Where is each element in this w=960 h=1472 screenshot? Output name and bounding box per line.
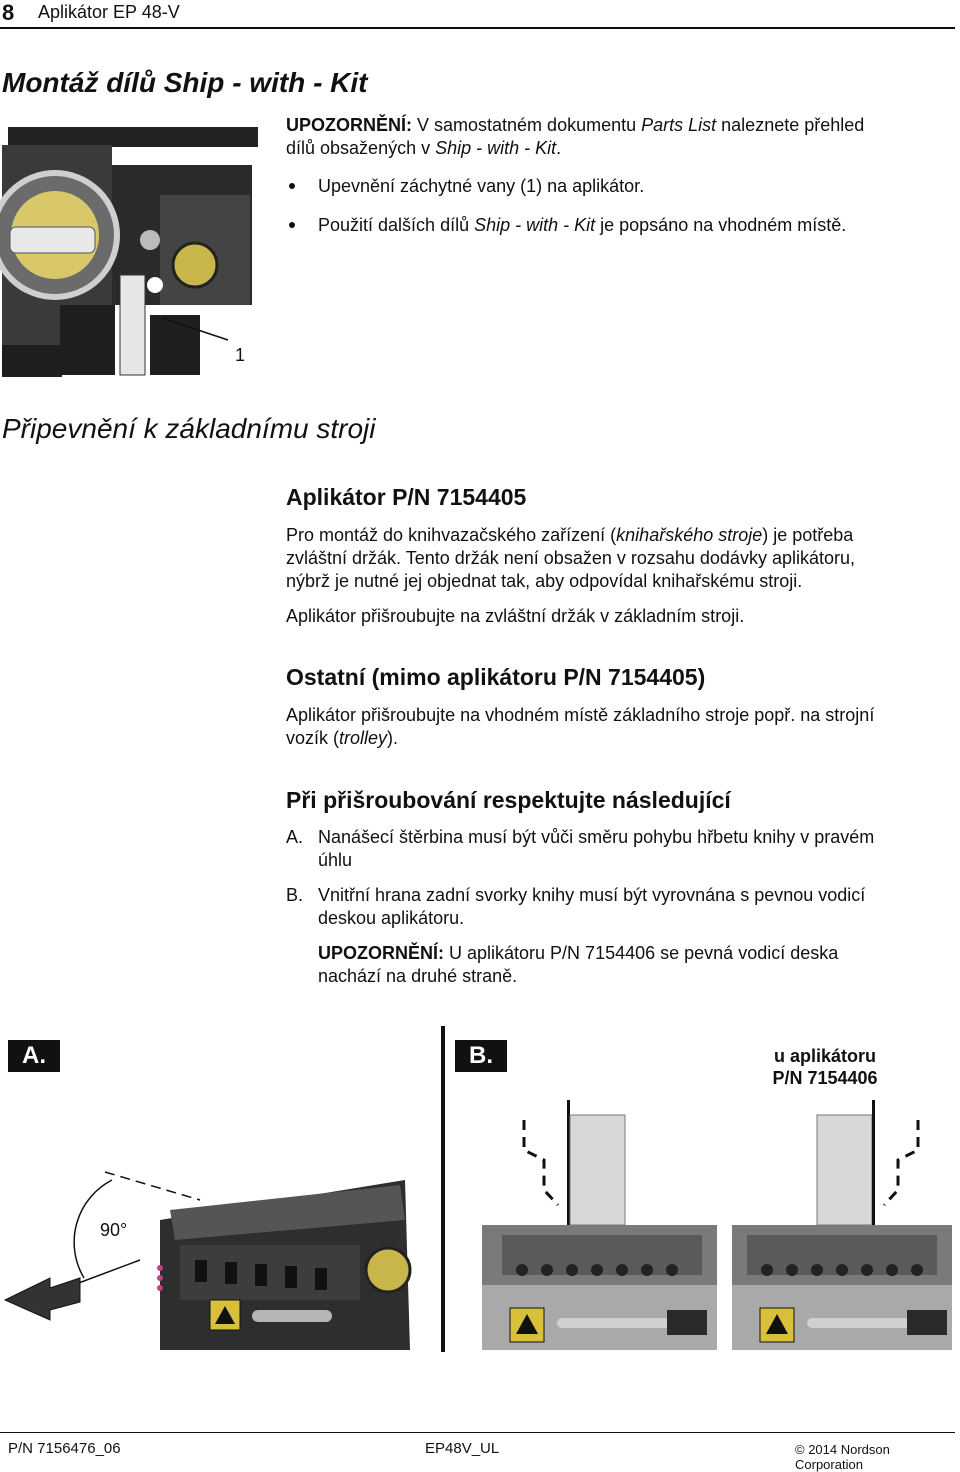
bullet-dot (289, 222, 295, 228)
list-item-b (318, 884, 948, 930)
list-text: deskou aplikátoru. (318, 908, 465, 928)
header-rule (0, 27, 955, 29)
section-title-mounting: Připevnění k základnímu stroji (2, 413, 376, 444)
page-number: 8 (2, 0, 15, 25)
running-title: Aplikátor EP 48-V (38, 2, 180, 22)
bullet-text: je popsáno na vhodném místě. (595, 215, 847, 235)
section-title-ship-kit: Montáž dílů Ship - with - Kit (2, 67, 368, 98)
paragraph-text: zvláštní držák. Tento držák není obsažen v rozsahu dodávky aplikátoru, (286, 548, 855, 568)
paragraph-text: nýbrž je nutné jej objednat tak, aby odpovídal knihařskému stroji. (286, 571, 803, 591)
figure-tag-a: A. (8, 1040, 60, 1072)
note-kit-name: Ship - with - Kit (435, 138, 557, 158)
list-text: úhlu (318, 850, 353, 870)
note-text: U aplikátoru P/N 7154406 se pevná vodicí deska (444, 943, 839, 963)
paragraph-text: Aplikátor přišroubujte na vhodném místě základního stroje popř. na strojní (286, 705, 875, 725)
bullet-text: Použití dalších dílů (318, 215, 475, 235)
figure-tag-b: B. (455, 1040, 507, 1072)
paragraph-text: Pro montáž do knihvazačského zařízení ( (286, 525, 617, 545)
subsection-title-others: Ostatní (mimo aplikátoru P/N 7154405) (286, 664, 706, 690)
bullet-dot (289, 183, 295, 189)
paragraph-italic: knihařského stroje (616, 525, 763, 545)
note-parts-list-title: Parts List (641, 115, 717, 135)
caption-line: u aplikátoru (773, 1046, 876, 1066)
footer-copyright: © 2014 Nordson Corporation (795, 1442, 890, 1472)
figure-divider (441, 1026, 445, 1352)
note-guide-plate (318, 942, 948, 988)
list-label-a: A. (286, 827, 304, 847)
figure-b-caption (740, 1045, 910, 1089)
callout-1: 1 (235, 345, 246, 365)
paragraph-screw-bracket: Aplikátor přišroubujte na zvláštní držák v základním stroji. (286, 606, 745, 626)
note-text: V samostatném dokumentu (412, 115, 642, 135)
note-text: dílů obsažených v (286, 138, 436, 158)
bullet-item-other-parts (318, 214, 846, 237)
bullet-kit-name: Ship - with - Kit (474, 215, 596, 235)
bullet-item-drip-pan: Upevnění záchytné vany (1) na aplikátor. (318, 176, 645, 196)
caption-line: P/N 7154406 (772, 1068, 878, 1088)
note-label: UPOZORNĚNÍ: (286, 115, 412, 135)
list-item-a (318, 826, 948, 872)
note-text: . (556, 138, 562, 158)
note-text: naleznete přehled (716, 115, 865, 135)
paragraph-trolley (286, 704, 946, 750)
list-text: Vnitřní hrana zadní svorky knihy musí být vyrovnána s pevnou vodicí (318, 885, 866, 905)
figure-b-clamp-alignment (462, 1090, 957, 1355)
list-text: Nanášecí štěrbina musí být vůči směru pohybu hřbetu knihy v pravém (318, 827, 875, 847)
paragraph-text: ) je potřeba (762, 525, 854, 545)
figure-a-right-angle (0, 1160, 420, 1355)
paragraph-italic: trolley (339, 728, 388, 748)
subsection-title-screwing: Při přišroubování respektujte následující (286, 787, 731, 813)
note-text: nachází na druhé straně. (318, 966, 518, 986)
figure-drip-pan-mount (0, 125, 262, 377)
angle-label: 90° (100, 1220, 128, 1240)
paragraph-text: ). (387, 728, 399, 748)
note-parts-list (286, 114, 946, 160)
subsection-title-7154405: Aplikátor P/N 7154405 (286, 484, 527, 510)
footer-part-number: P/N 7156476_06 (8, 1440, 121, 1457)
note-label: UPOZORNĚNÍ: (318, 943, 444, 963)
list-label-b: B. (286, 885, 304, 905)
footer-doc-code: EP48V_UL (425, 1440, 500, 1457)
paragraph-special-bracket (286, 524, 946, 593)
footer-rule (0, 1432, 955, 1433)
paragraph-text: vozík ( (286, 728, 340, 748)
